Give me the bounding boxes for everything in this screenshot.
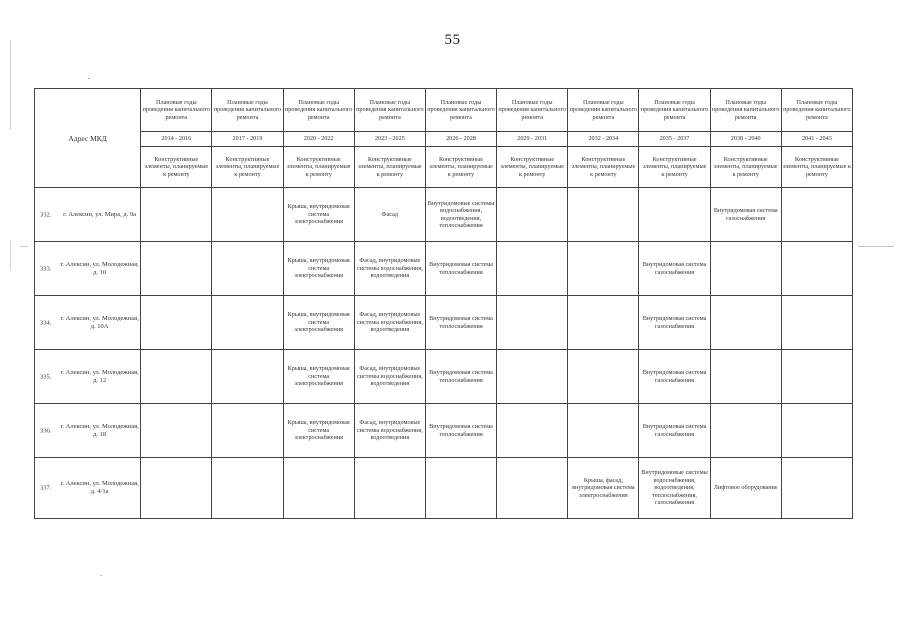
row-number: 337. (40, 484, 52, 492)
period-header: Плановые годы проведения капитального ремонта (212, 89, 283, 132)
repair-elements-cell: Внутридомовая система газоснабжения (639, 242, 710, 296)
repair-elements-cell: Внутридомовая система газоснабжения (639, 296, 710, 350)
table-row (35, 404, 853, 458)
repair-elements-cell (141, 350, 212, 404)
period-years: 2038 - 2040 (710, 132, 781, 147)
period-header: Плановые годы проведения капитального ремонта (568, 89, 639, 132)
building-address: г. Алексин, ул. Молодежная, д. 4/1а (60, 480, 139, 495)
repair-elements-cell: Внутридомовая система газоснабжения (639, 350, 710, 404)
repair-elements-cell: Лифтовое оборудование (710, 458, 781, 519)
repair-elements-cell (141, 296, 212, 350)
repair-elements-cell (354, 458, 425, 519)
repair-elements-cell (141, 458, 212, 519)
repair-elements-cell (212, 296, 283, 350)
repair-elements-cell (497, 242, 568, 296)
repair-elements-cell: Крыша, внутридомовая система электроснабжения (283, 296, 354, 350)
repair-elements-cell (639, 188, 710, 242)
address-cell (35, 188, 141, 242)
repair-elements-cell (781, 404, 852, 458)
period-years: 2041 - 2043 (781, 132, 852, 147)
period-header: Плановые годы проведения капитального ремонта (781, 89, 852, 132)
building-address: г. Алексин, ул. Молодежная, д. 12 (60, 368, 139, 384)
repair-elements-cell (710, 242, 781, 296)
repair-elements-cell: Крыша, внутридомовая система электроснабжения (283, 350, 354, 404)
row-number: 336. (40, 426, 52, 434)
repair-elements-cell: Внутридомовая система газоснабжения (639, 404, 710, 458)
repair-elements-cell (497, 350, 568, 404)
repair-elements-cell (710, 350, 781, 404)
repair-elements-cell (283, 458, 354, 519)
repair-elements-cell (781, 350, 852, 404)
table-row (35, 188, 853, 242)
repair-elements-cell: Фасад, внутридомовые системы водоснабжения, водоотведения (354, 404, 425, 458)
repair-elements-cell: Фасад, внутридомовые системы водоснабжения, водоотведения (354, 242, 425, 296)
page-number: 55 (444, 32, 461, 48)
elements-header: Конструктивные элементы, планируемые к ремонту (497, 147, 568, 188)
repair-elements-cell (710, 404, 781, 458)
elements-header: Конструктивные элементы, планируемые к ремонту (283, 147, 354, 188)
period-years: 2023 - 2025 (354, 132, 425, 147)
period-years: 2032 - 2034 (568, 132, 639, 147)
address-cell (35, 458, 141, 519)
address-cell (35, 350, 141, 404)
repair-elements-cell (568, 242, 639, 296)
repair-elements-cell (568, 350, 639, 404)
building-address: г. Алексин, ул. Молодежная, д. 10 (60, 260, 139, 276)
address-column-header: Адрес МКД (35, 89, 141, 188)
repair-elements-cell (425, 458, 496, 519)
scan-mark (100, 575, 102, 576)
repair-elements-cell: Внутридомовая система теплоснабжения (425, 350, 496, 404)
period-years: 2017 - 2019 (212, 132, 283, 147)
period-header: Плановые годы проведения капитального ремонта (639, 89, 710, 132)
period-years: 2020 - 2022 (283, 132, 354, 147)
repair-elements-cell: Внутридомовая система теплоснабжения (425, 242, 496, 296)
repair-elements-cell (568, 296, 639, 350)
building-address: г. Алексин, ул. Молодежная, д. 18 (60, 422, 139, 438)
repair-elements-cell: Внутридомовые системы водоснабжения, водоотведения, теплоснабжения, газоснабжения (639, 458, 710, 519)
period-years: 2035 - 2037 (639, 132, 710, 147)
period-header: Плановые годы проведения капитального ремонта (710, 89, 781, 132)
repair-elements-cell (568, 404, 639, 458)
repair-elements-cell (212, 242, 283, 296)
repair-elements-cell (781, 296, 852, 350)
repair-elements-cell (212, 404, 283, 458)
row-number: 334. (40, 318, 52, 326)
repair-elements-cell (212, 458, 283, 519)
address-cell (35, 242, 141, 296)
scan-mark (10, 240, 11, 270)
table-row (35, 296, 853, 350)
repair-elements-cell: Внутридомовая система теплоснабжения (425, 404, 496, 458)
address-cell (35, 296, 141, 350)
repair-elements-cell (141, 404, 212, 458)
repair-elements-cell (710, 296, 781, 350)
repair-elements-cell: Внутридомовые системы водоснабжения, водоотведения, теплоснабжения (425, 188, 496, 242)
period-years: 2029 - 2031 (497, 132, 568, 147)
table-row (35, 458, 853, 519)
repair-elements-cell (497, 458, 568, 519)
period-header: Плановые годы проведения капитального ремонта (141, 89, 212, 132)
table-row (35, 350, 853, 404)
elements-header: Конструктивные элементы, планируемые к ремонту (212, 147, 283, 188)
repair-elements-cell: Крыша, внутридомовая система электроснабжения (283, 404, 354, 458)
repair-elements-cell: Внутридомовая система теплоснабжения (425, 296, 496, 350)
capital-repair-table (34, 88, 853, 519)
row-number: 333. (40, 264, 52, 272)
repair-elements-cell: Фасад, внутридомовые системы водоснабжения, водоотведения (354, 350, 425, 404)
period-header: Плановые годы проведения капитального ремонта (425, 89, 496, 132)
repair-elements-cell: Внутридомовая система газоснабжения (710, 188, 781, 242)
repair-elements-cell (497, 296, 568, 350)
scan-mark (858, 246, 894, 247)
repair-elements-cell (497, 404, 568, 458)
scan-mark (10, 40, 11, 130)
elements-header: Конструктивные элементы, планируемые к ремонту (354, 147, 425, 188)
row-number: 332. (40, 210, 52, 218)
repair-elements-cell (781, 188, 852, 242)
repair-elements-cell (781, 242, 852, 296)
scan-mark (88, 78, 90, 79)
repair-elements-cell (212, 188, 283, 242)
elements-header: Конструктивные элементы, планируемые к ремонту (568, 147, 639, 188)
row-number: 335. (40, 372, 52, 380)
repair-elements-cell: Фасад, внутридомовые системы водоснабжения, водоотведения (354, 296, 425, 350)
period-header: Плановые годы проведения капитального ремонта (283, 89, 354, 132)
building-address: г. Алексин, ул. Молодежная, д. 10А (60, 314, 139, 330)
elements-header: Конструктивные элементы, планируемые к ремонту (425, 147, 496, 188)
repair-elements-cell: Крыша, фасад, внутридомовая система электроснабжения (568, 458, 639, 519)
repair-elements-cell: Крыша, внутридомовая система электроснабжения (283, 188, 354, 242)
repair-elements-cell (212, 350, 283, 404)
repair-elements-cell (141, 188, 212, 242)
elements-header: Конструктивные элементы, планируемые к ремонту (710, 147, 781, 188)
repair-elements-cell (781, 458, 852, 519)
repair-elements-cell (141, 242, 212, 296)
elements-header: Конструктивные элементы, планируемые к ремонту (781, 147, 852, 188)
period-header: Плановые годы проведения капитального ремонта (354, 89, 425, 132)
period-years: 2026 - 2028 (425, 132, 496, 147)
elements-header: Конструктивные элементы, планируемые к ремонту (639, 147, 710, 188)
address-cell (35, 404, 141, 458)
period-header: Плановые годы проведения капитального ремонта (497, 89, 568, 132)
table-row (35, 242, 853, 296)
elements-header: Конструктивные элементы, планируемые к ремонту (141, 147, 212, 188)
scan-mark (20, 246, 28, 247)
repair-elements-cell: Фасад (354, 188, 425, 242)
repair-elements-cell (497, 188, 568, 242)
building-address: г. Алексин, ул. Мира, д. 9а (63, 210, 137, 218)
period-years: 2014 - 2016 (141, 132, 212, 147)
repair-elements-cell: Крыша, внутридомовая система электроснабжения (283, 242, 354, 296)
repair-elements-cell (568, 188, 639, 242)
